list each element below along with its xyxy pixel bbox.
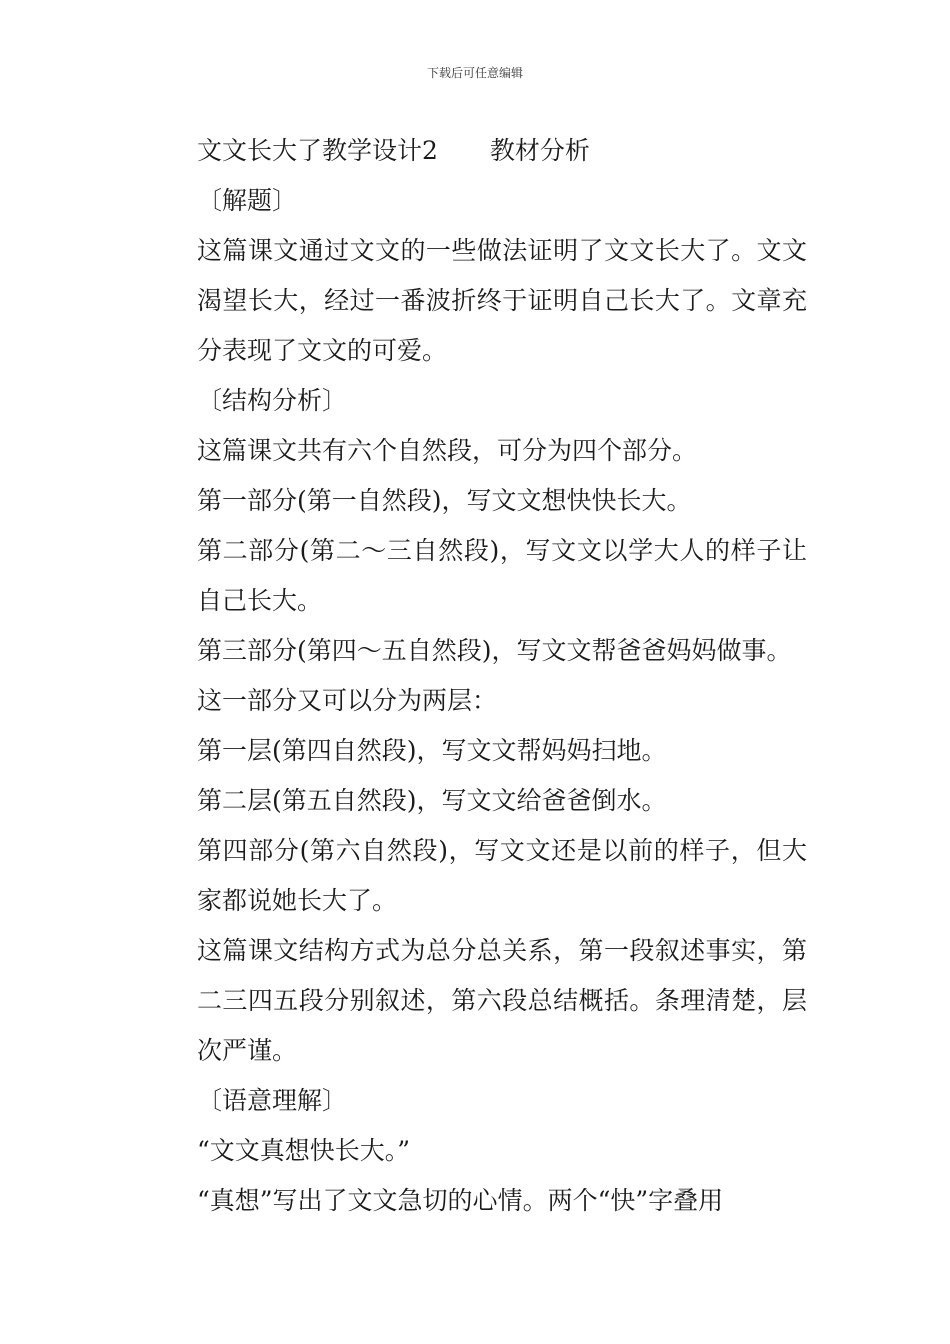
document-title bbox=[147, 126, 807, 176]
paragraph-part-four: 第四部分(第六自然段)，写文文还是以前的样子，但大家都说她长大了。 bbox=[197, 836, 807, 915]
page-header: 下载后可任意编辑 bbox=[426, 66, 523, 80]
heading-meaning: 〔语意理解〕 bbox=[197, 1086, 348, 1115]
document-body bbox=[147, 126, 807, 1226]
quote-sentence: “文文真想快长大。” bbox=[197, 1136, 411, 1165]
paragraph-layer-one: 第一层(第四自然段)，写文文帮妈妈扫地。 bbox=[197, 736, 667, 765]
paragraph-part-one: 第一部分(第一自然段)，写文文想快快长大。 bbox=[197, 486, 692, 515]
paragraph-structure-summary: 这篇课文结构方式为总分总关系，第一段叙述事实，第二三四五段分别叙述，第六段总结概括。条理清楚，层次严谨。 bbox=[197, 936, 807, 1065]
title-section: 教材分析 bbox=[489, 136, 590, 165]
paragraph-part-three-layers: 这一部分又可以分为两层： bbox=[197, 686, 498, 715]
paragraph-structure-overview: 这篇课文共有六个自然段，可分为四个部分。 bbox=[197, 436, 698, 465]
heading-structure: 〔结构分析〕 bbox=[197, 386, 348, 415]
paragraph-layer-two: 第二层(第五自然段)，写文文给爸爸倒水。 bbox=[197, 786, 667, 815]
paragraph-quote-analysis: “真想”写出了文文急切的心情。两个“快”字叠用 bbox=[197, 1186, 724, 1215]
title-main: 文文长大了教学设计2 bbox=[197, 136, 438, 165]
paragraph-intro: 这篇课文通过文文的一些做法证明了文文长大了。文文渴望长大，经过一番波折终于证明自己长大了。文章充分表现了文文的可爱。 bbox=[197, 236, 807, 365]
paragraph-part-three: 第三部分(第四～五自然段)，写文文帮爸爸妈妈做事。 bbox=[197, 636, 792, 665]
paragraph-part-two: 第二部分(第二～三自然段)，写文文以学大人的样子让自己长大。 bbox=[197, 536, 807, 615]
heading-jieti: 〔解题〕 bbox=[197, 186, 298, 215]
